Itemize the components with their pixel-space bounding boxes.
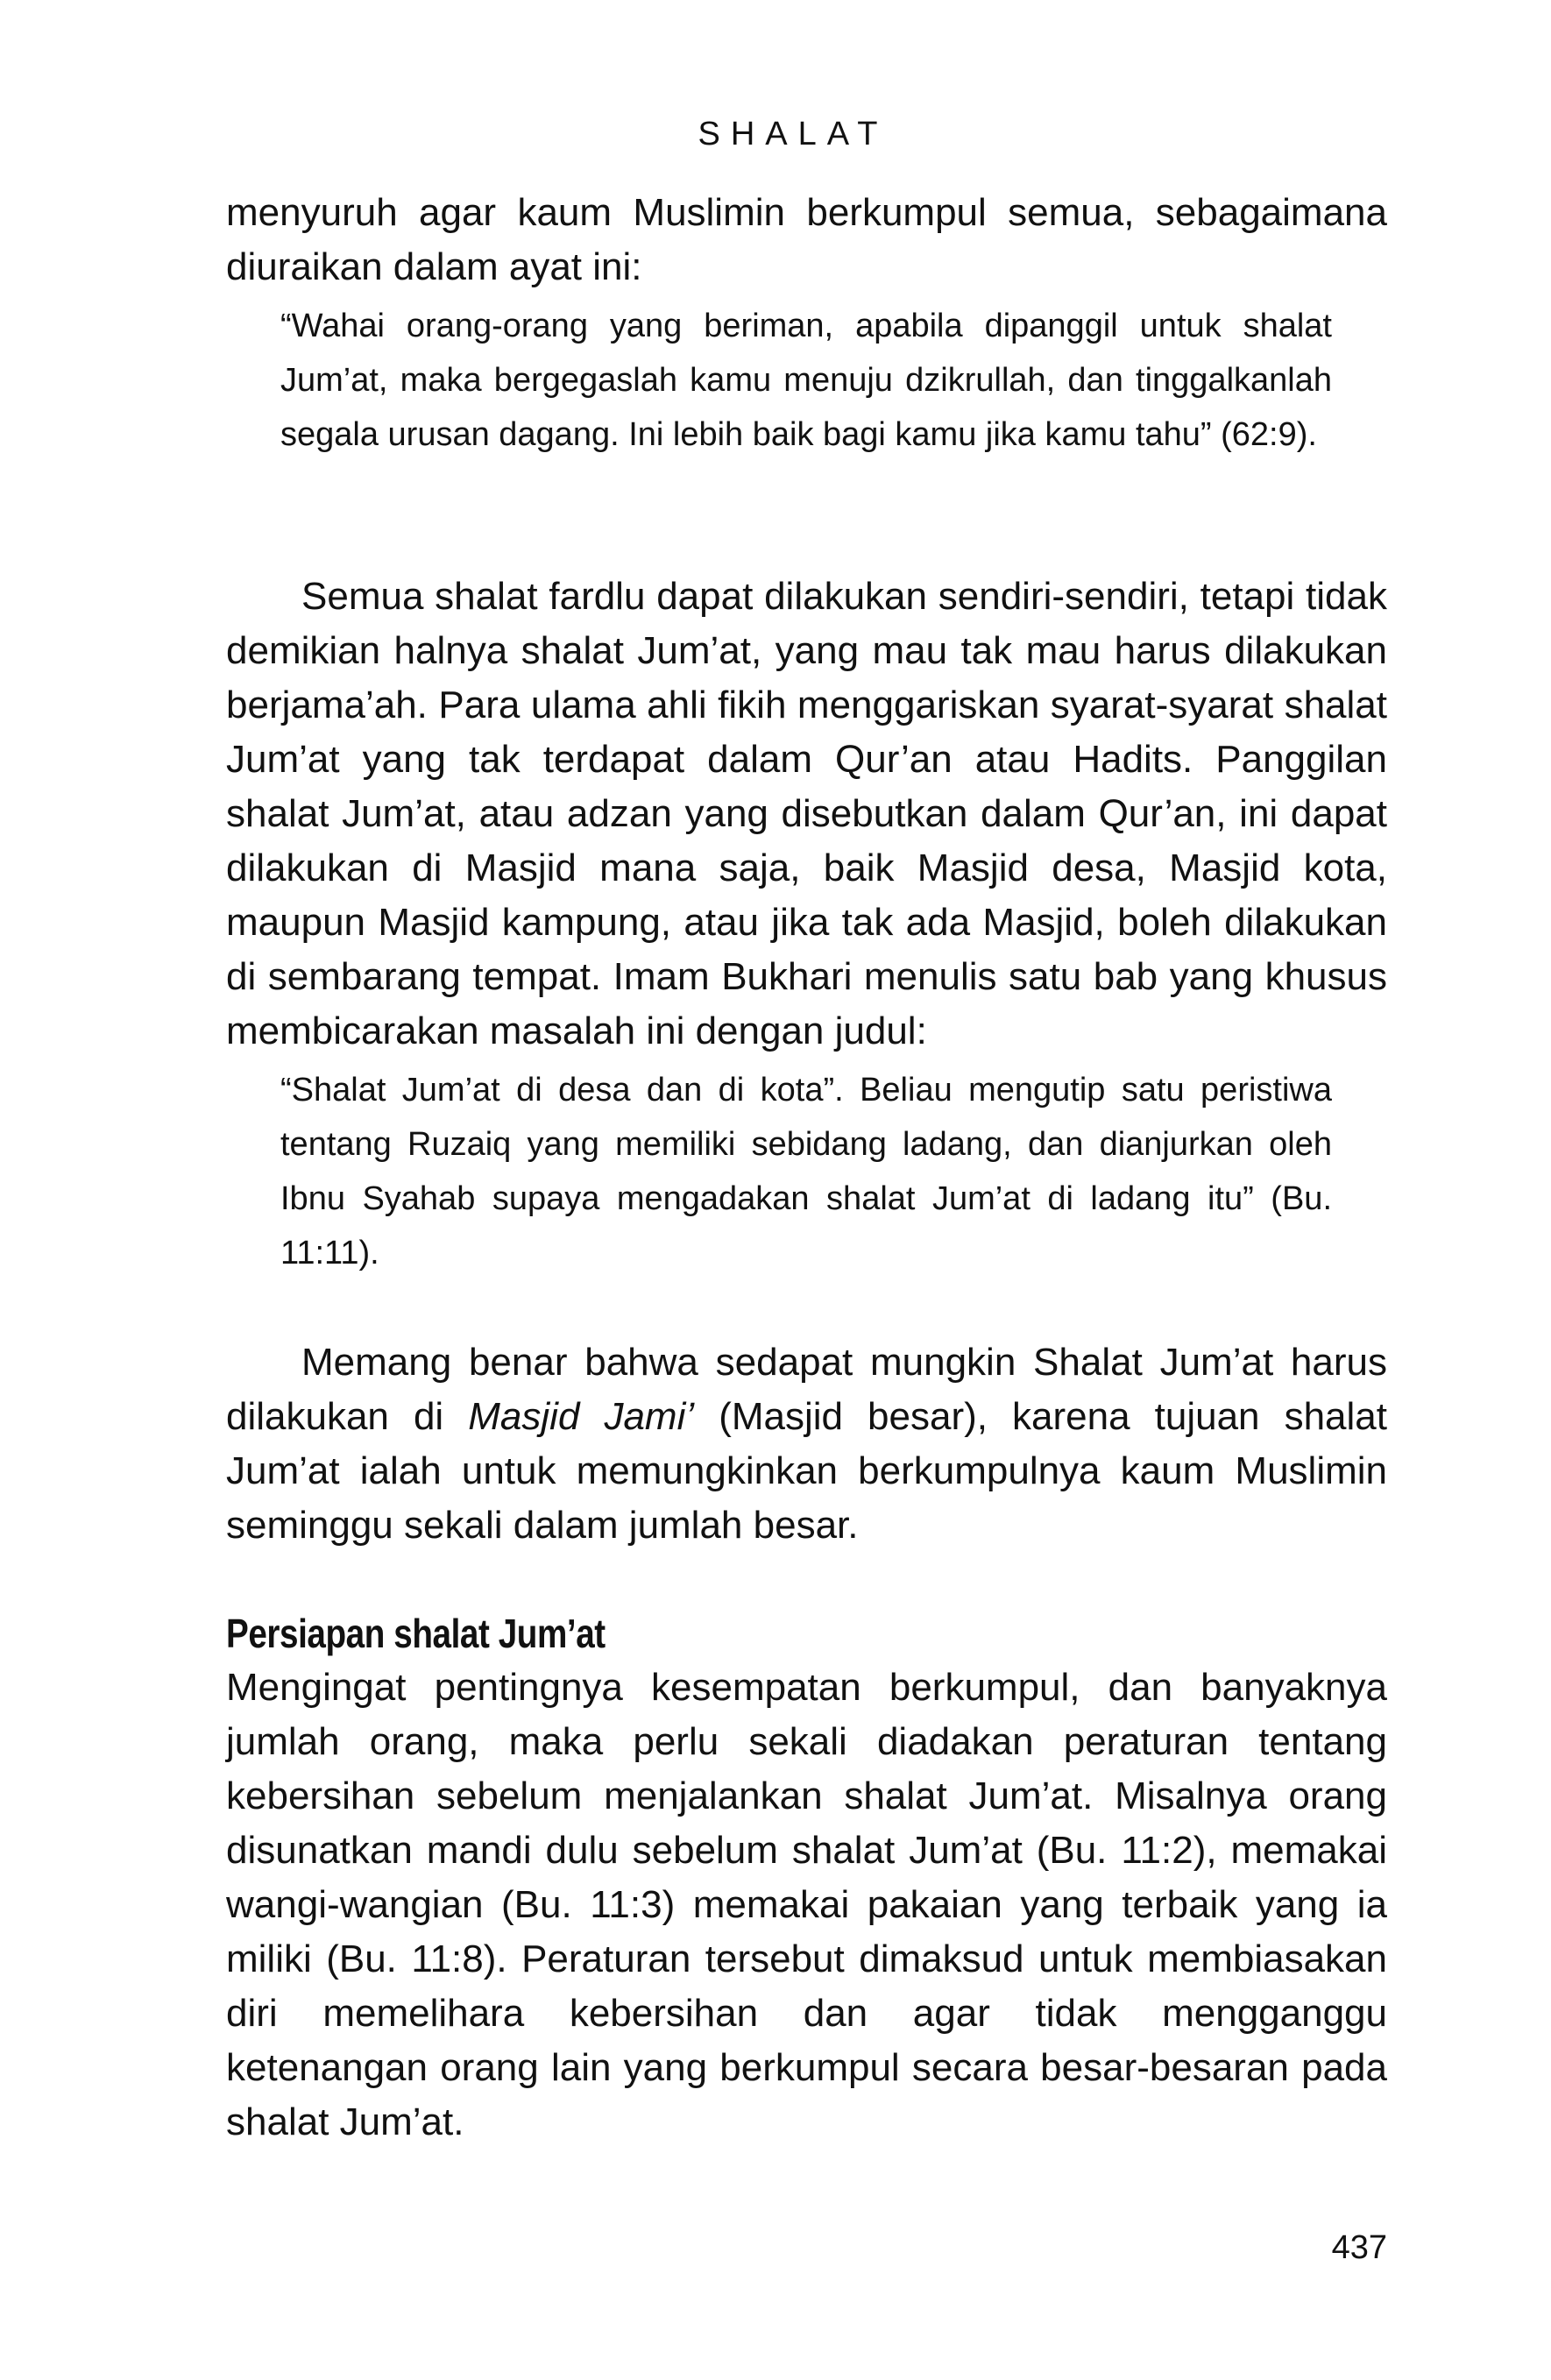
- running-head: SHALAT: [698, 116, 889, 152]
- quotation-text: “Shalat Jum’at di desa dan di kota”. Beliau mengutip satu peristiwa tentang Ruzaiq yang memiliki sebidang ladang, dan dianjurkan oleh Ibnu Syahab supaya mengadakan shalat Jum’at di ladang itu” (Bu. 11:11).: [280, 1072, 1332, 1271]
- page-number: 437: [1331, 2229, 1387, 2266]
- section-heading: Persiapan shalat Jum’at: [226, 1611, 606, 1656]
- body-paragraph-2: [226, 570, 1387, 1059]
- paragraph-text-start: Memang benar bahwa sedapat mungkin Shalat Jum’at harus dilakukan di: [226, 1341, 1387, 1438]
- bukhari-quotation: [280, 1063, 1332, 1280]
- body-paragraph-4: [226, 1661, 1387, 2150]
- body-paragraph-1: [226, 186, 1387, 294]
- paragraph-text: Mengingat pentingnya kesempatan berkumpul, dan banyaknya jumlah orang, maka perlu sekali diadakan peraturan tentang kebersihan sebelum menjalankan shalat Jum’at. Misalnya orang disunatkan mandi dulu sebelum shalat Jum’at (Bu. 11:2), memakai wangi-wangian (Bu. 11:3) memakai pakaian yang terbaik yang ia miliki (Bu. 11:8). Peraturan tersebut dimaksud untuk membiasakan diri memelihara kebersihan dan agar tidak mengganggu ketenangan orang lain yang berkumpul secara besar-besaran pada shalat Jum’at.: [226, 1666, 1387, 2143]
- quran-quotation: [280, 299, 1332, 462]
- body-paragraph-3: [226, 1335, 1387, 1553]
- paragraph-text: [226, 1335, 1387, 1553]
- italic-term: Masjid Jami’: [468, 1395, 695, 1438]
- paragraph-text: Semua shalat fardlu dapat dilakukan sendiri-sendiri, tetapi tidak demikian halnya shalat Jum’at, yang mau tak mau harus dilakukan berjama’ah. Para ulama ahli fikih menggariskan syarat-syarat shalat Jum’at yang tak terdapat dalam Qur’an atau Hadits. Panggilan shalat Jum’at, atau adzan yang disebutkan dalam Qur’an, ini dapat dilakukan di Masjid mana saja, baik Masjid desa, Masjid kota, maupun Masjid kampung, atau jika tak ada Masjid, boleh dilakukan di sembarang tempat. Imam Bukhari menulis satu bab yang khusus membicarakan masalah ini dengan judul:: [226, 575, 1387, 1052]
- paragraph-text-end: (Masjid besar), karena tujuan shalat Jum’at ialah untuk memungkinkan berkumpulnya kaum Muslimin seminggu sekali dalam jumlah besar.: [226, 1395, 1387, 1547]
- quotation-text: “Wahai orang-orang yang beriman, apabila dipanggil untuk shalat Jum’at, maka bergegaslah kamu menuju dzikrullah, dan tinggalkanlah segala urusan dagang. Ini lebih baik bagi kamu jika kamu tahu” (62:9).: [280, 308, 1332, 453]
- paragraph-text: menyuruh agar kaum Muslimin berkumpul semua, sebagaimana diuraikan dalam ayat ini:: [226, 191, 1387, 288]
